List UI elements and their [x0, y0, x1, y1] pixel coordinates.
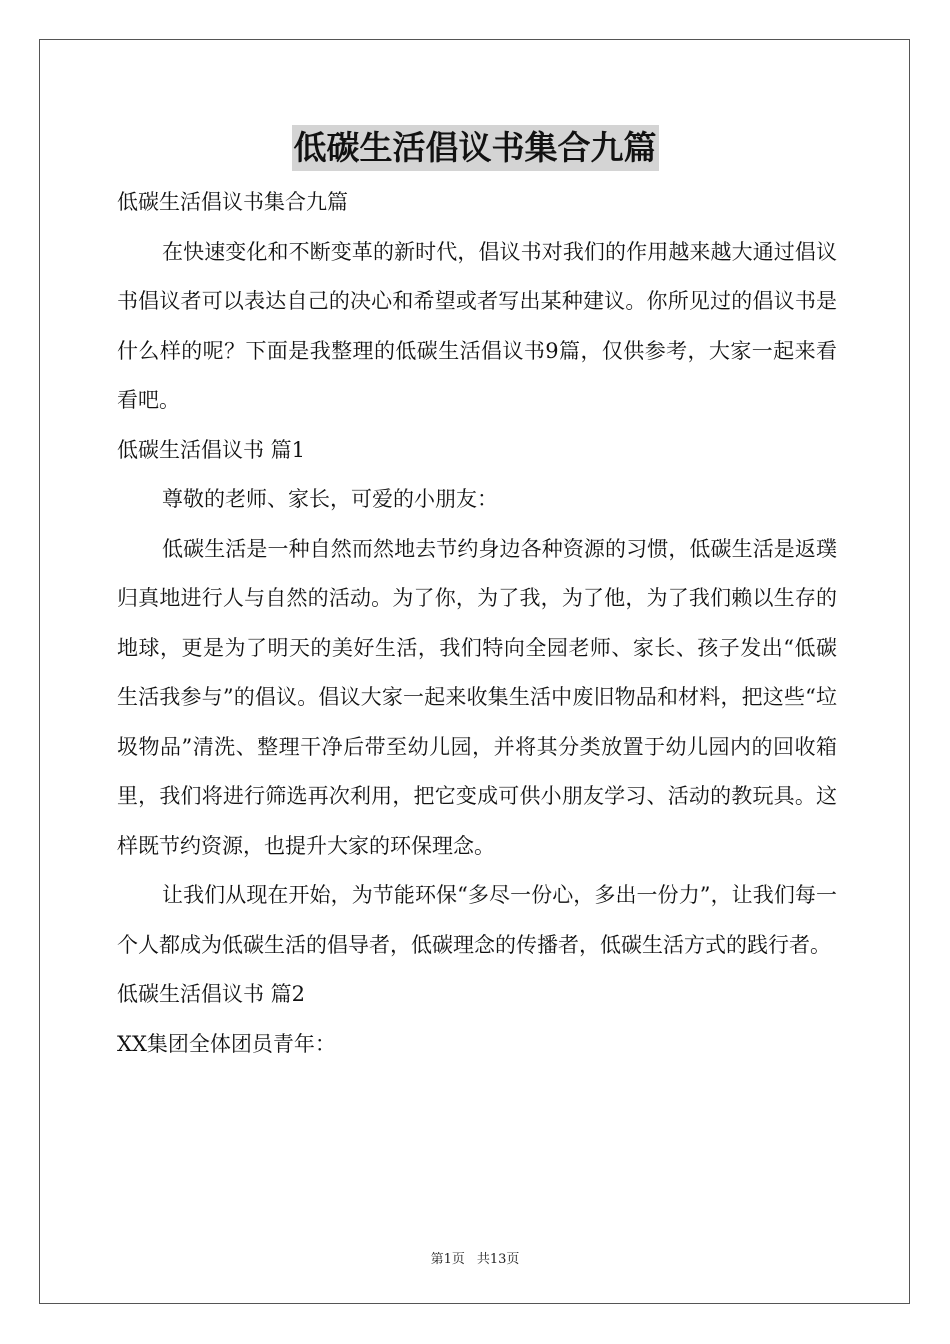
- page-total: 共13页: [476, 1252, 520, 1267]
- salutation-paragraph: 尊敬的老师、家长，可爱的小朋友：: [162, 487, 498, 511]
- section-heading-1: 低碳生活倡议书 篇1: [117, 437, 306, 462]
- document-body: [117, 178, 837, 1069]
- subtitle-paragraph: 低碳生活倡议书集合九篇: [117, 190, 348, 214]
- salutation-paragraph: XX集团全体团员青年：: [117, 1031, 336, 1056]
- page-footer: [0, 1248, 950, 1267]
- intro-paragraph: 在快速变化和不断变革的新时代，倡议书对我们的作用越来越大通过倡议书倡议者可以表达自己的决心和希望或者写出某种建议。你所见过的倡议书是什么样的呢？下面是我整理的低碳生活倡议书9篇，仅供参考，大家一起来看看吧。: [117, 239, 837, 412]
- body-paragraph: 让我们从现在开始，为节能环保“多尽一份心，多出一份力”，让我们每一个人都成为低碳生活的倡导者，低碳理念的传播者，低碳生活方式的践行者。: [117, 883, 837, 957]
- document-title: 低碳生活倡议书集合九篇: [292, 125, 659, 171]
- title-container: [0, 125, 950, 171]
- page-number: 第1页: [430, 1252, 465, 1267]
- section-heading-2: 低碳生活倡议书 篇2: [117, 982, 306, 1006]
- body-paragraph: 低碳生活是一种自然而然地去节约身边各种资源的习惯，低碳生活是返璞归真地进行人与自然的活动。为了你，为了我，为了他，为了我们赖以生存的地球，更是为了明天的美好生活，我们特向全园老师、家长、孩子发出“低碳生活我参与”的倡议。倡议大家一起来收集生活中废旧物品和材料，把这些“垃圾物品”清洗、整理干净后带至幼儿园，并将其分类放置于幼儿园内的回收箱里，我们将进行筛选再次利用，把它变成可供小朋友学习、活动的教玩具。这样既节约资源，也提升大家的环保理念。: [117, 536, 837, 858]
